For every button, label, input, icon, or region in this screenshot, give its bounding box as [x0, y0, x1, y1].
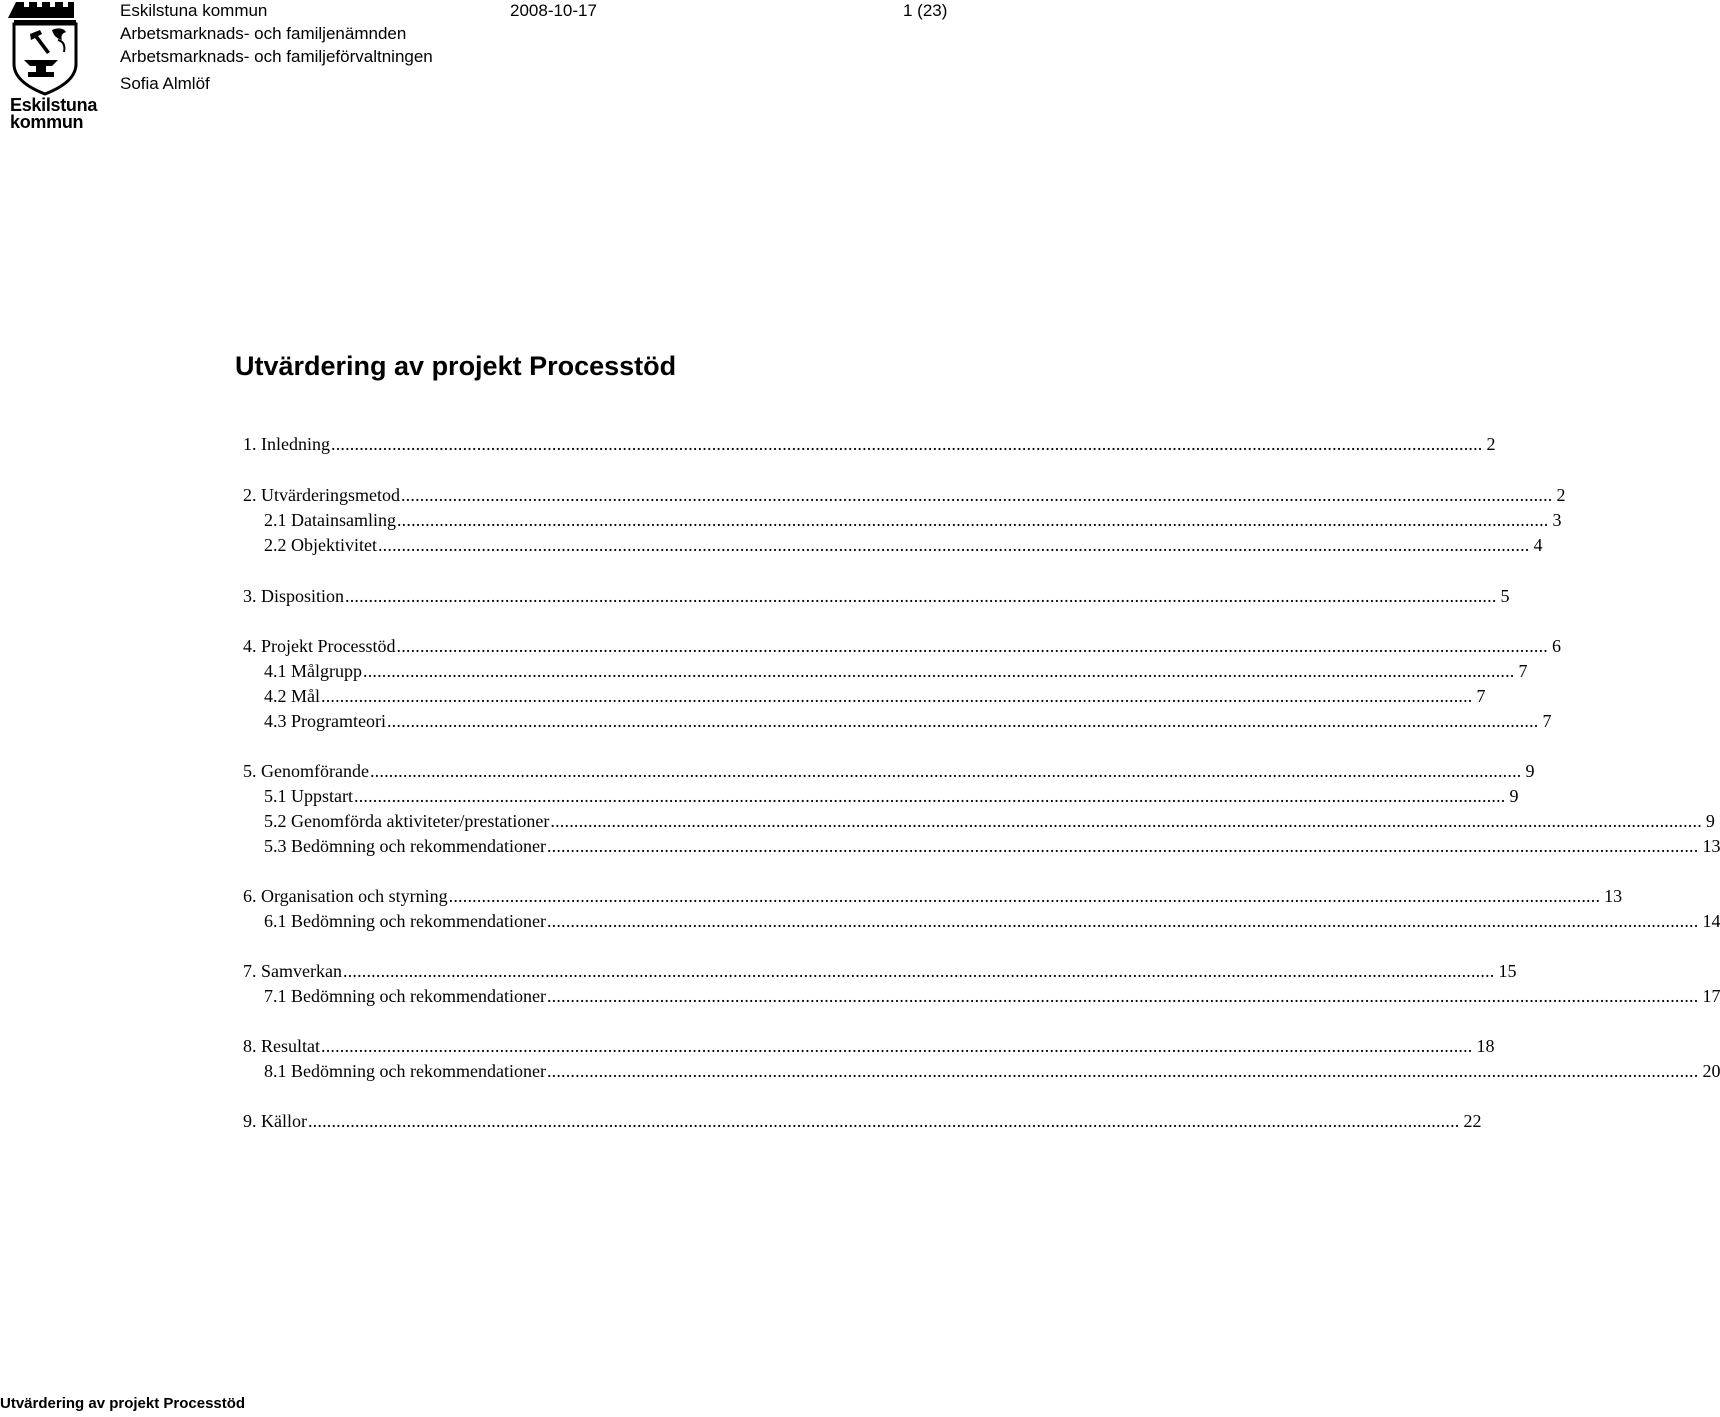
toc-entry[interactable]	[264, 533, 1543, 557]
author-name: Sofia Almlöf	[120, 74, 210, 93]
toc-entry-page: 9	[1525, 761, 1535, 781]
toc-entry-label: 6. Organisation och styrning	[243, 886, 448, 906]
toc-entry[interactable]	[243, 759, 1535, 783]
toc-leader-dots	[331, 432, 1483, 456]
toc-entry-page: 3	[1552, 510, 1562, 530]
toc-entry-label: 3. Disposition	[243, 586, 345, 606]
toc-entry[interactable]	[264, 508, 1562, 532]
toc-entry-page: 2	[1486, 434, 1496, 454]
toc-entry-page: 20	[1702, 1061, 1720, 1081]
toc-entry-label: 5.2 Genomförda aktiviteter/prestationer	[264, 811, 550, 831]
toc-entry-page: 13	[1702, 836, 1720, 856]
toc-leader-dots	[370, 759, 1522, 783]
toc-leader-dots	[401, 483, 1553, 507]
toc-entry[interactable]	[264, 834, 1720, 858]
toc-entry-page: 9	[1705, 811, 1715, 831]
logo-text-line2: kommun	[10, 112, 84, 132]
logo	[6, 0, 98, 132]
toc-entry-page: 18	[1476, 1036, 1495, 1056]
toc-entry[interactable]	[243, 483, 1566, 507]
toc-entry-page: 9	[1509, 786, 1519, 806]
toc-entry-label: 5. Genomförande	[243, 761, 369, 781]
toc-entry-label: 4.3 Programteori	[264, 711, 386, 731]
footer-title: Utvärdering av projekt Processtöd	[0, 1395, 246, 1412]
toc-entry-label: 5.1 Uppstart	[264, 786, 353, 806]
toc-leader-dots	[387, 709, 1539, 733]
toc-entry-page: 15	[1498, 961, 1517, 981]
document-date: 2008-10-17	[510, 1, 597, 20]
toc-leader-dots	[449, 884, 1601, 908]
org-name: Eskilstuna kommun	[120, 1, 268, 20]
toc-leader-dots	[397, 634, 1549, 658]
logo-text-line1: Eskilstuna	[10, 95, 98, 115]
toc-leader-dots	[378, 533, 1530, 557]
toc-leader-dots	[550, 809, 1702, 833]
toc-entry-label: 4.2 Mål	[264, 686, 320, 706]
toc-entry-label: 8. Resultat	[243, 1036, 320, 1056]
toc-leader-dots	[547, 909, 1699, 933]
toc-entry-page: 5	[1500, 586, 1510, 606]
toc-entry-label: 7. Samverkan	[243, 961, 342, 981]
toc-entry-page: 13	[1604, 886, 1623, 906]
toc-entry-label: 2.2 Objektivitet	[264, 535, 377, 555]
toc-entry[interactable]	[264, 784, 1519, 808]
toc-entry-page: 22	[1463, 1111, 1482, 1131]
toc-entry[interactable]	[264, 984, 1720, 1008]
toc-entry-label: 1. Inledning	[243, 434, 330, 454]
toc-entry[interactable]	[243, 432, 1496, 456]
toc-entry[interactable]	[243, 959, 1517, 983]
toc-leader-dots	[321, 1034, 1473, 1058]
document-title: Utvärdering av projekt Processtöd	[235, 351, 677, 381]
toc-entry[interactable]	[243, 634, 1561, 658]
toc-entry[interactable]	[264, 709, 1552, 733]
toc-leader-dots	[345, 584, 1497, 608]
toc-leader-dots	[343, 959, 1495, 983]
toc-entry-label: 7.1 Bedömning och rekommendationer	[264, 986, 546, 1006]
page-indicator: 1 (23)	[903, 1, 948, 20]
toc-entry[interactable]	[264, 659, 1528, 683]
administration-name: Arbetsmarknads- och familjeförvaltningen	[120, 47, 433, 66]
toc-entry[interactable]	[243, 884, 1623, 908]
toc-leader-dots	[354, 784, 1506, 808]
toc-entry-page: 14	[1702, 911, 1720, 931]
board-name: Arbetsmarknads- och familjenämnden	[120, 24, 407, 43]
toc-entry-page: 7	[1518, 661, 1528, 681]
toc-entry-label: 2. Utvärderingsmetod	[243, 485, 400, 505]
toc-entry-label: 2.1 Datainsamling	[264, 510, 396, 530]
toc-leader-dots	[397, 508, 1549, 532]
toc-leader-dots	[363, 659, 1515, 683]
toc-entry[interactable]	[264, 1059, 1720, 1083]
toc-entry-label: 6.1 Bedömning och rekommendationer	[264, 911, 546, 931]
toc-leader-dots	[547, 1059, 1699, 1083]
toc-entry[interactable]	[243, 1034, 1495, 1058]
toc-entry[interactable]	[264, 809, 1715, 833]
toc-entry[interactable]	[243, 1109, 1482, 1133]
toc-leader-dots	[547, 834, 1699, 858]
toc-entry-label: 5.3 Bedömning och rekommendationer	[264, 836, 546, 856]
toc-leader-dots	[321, 684, 1473, 708]
toc-entry-page: 17	[1702, 986, 1720, 1006]
toc-leader-dots	[547, 984, 1699, 1008]
toc-entry-page: 4	[1533, 535, 1543, 555]
toc-entry-page: 7	[1542, 711, 1552, 731]
toc-entry[interactable]	[243, 584, 1510, 608]
toc-entry[interactable]	[264, 684, 1486, 708]
toc-entry-label: 4.1 Målgrupp	[264, 661, 362, 681]
toc-entry[interactable]	[264, 909, 1720, 933]
coat-of-arms-icon	[8, 0, 80, 96]
toc-leader-dots	[308, 1109, 1460, 1133]
toc-entry-page: 2	[1556, 485, 1566, 505]
toc-entry-page: 6	[1552, 636, 1561, 656]
toc-entry-label: 4. Projekt Processtöd	[243, 636, 396, 656]
toc-entry-page: 7	[1476, 686, 1486, 706]
toc-entry-label: 9. Källor	[243, 1111, 307, 1131]
toc-entry-label: 8.1 Bedömning och rekommendationer	[264, 1061, 546, 1081]
table-of-contents	[243, 0, 1720, 1417]
